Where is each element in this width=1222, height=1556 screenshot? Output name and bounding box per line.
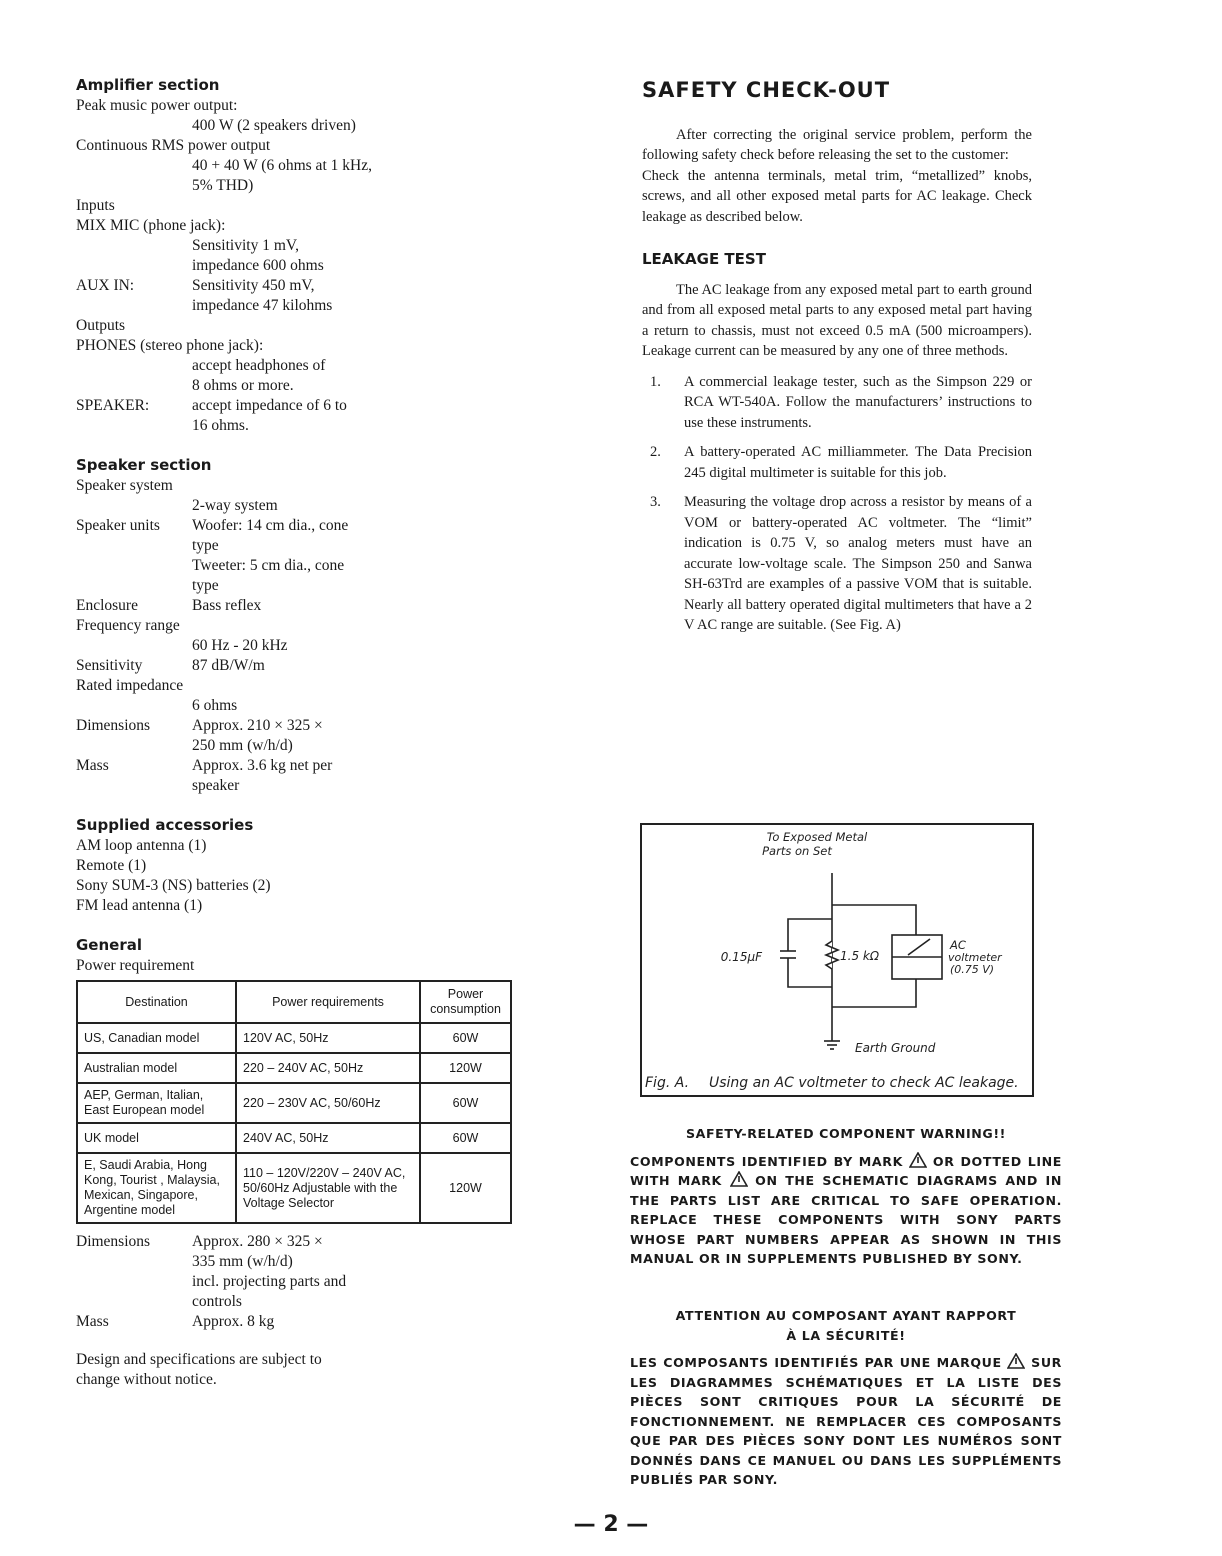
- meter-wire-bottom: [832, 979, 916, 1007]
- set-dimensions-label: Dimensions: [76, 1233, 151, 1250]
- speaker-units-value-1: Woofer: 14 cm dia., cone: [192, 517, 349, 534]
- cap-wire-top: [788, 919, 832, 951]
- table-cell: 60W: [420, 1123, 511, 1153]
- table-cell: 240V AC, 50Hz: [236, 1123, 420, 1153]
- list-item-number: 3.: [650, 494, 661, 510]
- speaker-system-value: 2-way system: [192, 497, 278, 514]
- leakage-text: The AC leakage from any exposed metal part to earth ground and from all exposed metal parts to any exposed metal part having a return to chassis, must not exceed 0.5 mA (500 microampers). Leakage current can be measured by any one of three methods.: [642, 281, 1032, 359]
- speaker-dimensions-value-1: Approx. 210 × 325 ×: [192, 717, 323, 734]
- table-row: [77, 1053, 511, 1083]
- set-mass-row: [76, 1312, 516, 1332]
- figure-top-label-1: To Exposed Metal: [766, 830, 868, 844]
- set-dimensions-value-2: 335 mm (w/h/d): [192, 1253, 293, 1270]
- figure-caption-text: Using an AC voltmeter to check AC leakage.: [709, 1075, 1019, 1091]
- table-cell: 120W: [420, 1153, 511, 1223]
- list-item: [642, 492, 1032, 636]
- figure-a: [640, 823, 1034, 1097]
- general-heading: General: [76, 936, 142, 954]
- rms-value-1: 40 + 40 W (6 ohms at 1 kHz,: [192, 157, 372, 174]
- table-header: Power consumption: [420, 981, 511, 1023]
- capacitor-label: 0.15μF: [720, 950, 762, 964]
- figure-caption-number: Fig. A.: [645, 1075, 690, 1091]
- notice-line-2: change without notice.: [76, 1371, 217, 1388]
- safety-warning-french: [630, 1306, 1062, 1490]
- rms-label: Continuous RMS power output: [76, 137, 271, 154]
- list-item-number: 2.: [650, 444, 661, 460]
- sensitivity-value: 87 dB/W/m: [192, 657, 265, 674]
- set-mass-value: Approx. 8 kg: [192, 1313, 275, 1330]
- table-cell: 110 – 120V/220V – 240V AC, 50/60Hz Adjustable with the Voltage Selector: [236, 1153, 420, 1223]
- frequency-value: 60 Hz - 20 kHz: [192, 637, 288, 654]
- table-cell: E, Saudi Arabia, Hong Kong, Tourist , Malaysia, Mexican, Singapore, Argentine model: [77, 1153, 236, 1223]
- speaker-units-label: Speaker units: [76, 517, 160, 534]
- list-item-text: A commercial leakage tester, such as the Simpson 229 or RCA WT-540A. Follow the manufacturers’ instructions to use these instruments.: [684, 373, 1032, 431]
- speaker-mass-value-2: speaker: [192, 777, 240, 794]
- accessory-item: FM lead antenna (1): [76, 897, 203, 914]
- table-cell: 60W: [420, 1023, 511, 1053]
- table-header: Destination: [77, 981, 236, 1023]
- table-row: [77, 1083, 511, 1123]
- warning-fr-text-a: LES COMPOSANTS IDENTIFIÉS PAR UNE MARQUE: [630, 1355, 1002, 1370]
- page-number: — 2 —: [573, 1512, 649, 1537]
- mic-value-1: Sensitivity 1 mV,: [192, 237, 299, 254]
- set-dimensions-value-3: incl. projecting parts and: [192, 1273, 347, 1290]
- enclosure-label: Enclosure: [76, 597, 138, 614]
- speaker-dimensions-label: Dimensions: [76, 717, 151, 734]
- safety-column: [642, 80, 1032, 645]
- table-cell: 220 – 230V AC, 50/60Hz: [236, 1083, 420, 1123]
- speaker-mass-row: [76, 756, 516, 776]
- speaker-mass-value-1: Approx. 3.6 kg net per: [192, 757, 333, 774]
- speaker-units-value-2: type: [192, 537, 219, 554]
- enclosure-row: [76, 596, 516, 616]
- table-header-row: [77, 981, 511, 1023]
- accessory-item: Remote (1): [76, 857, 147, 874]
- speaker-units-row: [76, 516, 516, 536]
- meter-label-2: voltmeter: [948, 951, 1002, 964]
- phones-value-1: accept headphones of: [192, 357, 326, 374]
- list-item-number: 1.: [650, 373, 661, 390]
- phones-value-2: 8 ohms or more.: [192, 377, 294, 394]
- speaker-dimensions-row: [76, 716, 516, 736]
- table-cell: 120W: [420, 1053, 511, 1083]
- list-item: [642, 372, 1032, 434]
- sensitivity-label: Sensitivity: [76, 657, 143, 674]
- table-row: [77, 1153, 511, 1223]
- impedance-label: Rated impedance: [76, 677, 184, 694]
- cap-wire-bottom: [788, 958, 832, 987]
- speaker-heading: Speaker section: [76, 456, 212, 474]
- rms-value-2: 5% THD): [192, 177, 254, 194]
- speaker-units-value-4: type: [192, 577, 219, 594]
- peak-label: Peak music power output:: [76, 97, 238, 114]
- amplifier-heading: Amplifier section: [76, 76, 220, 94]
- warning-fr-heading-1: ATTENTION AU COMPOSANT AYANT RAPPORT: [675, 1308, 1017, 1323]
- safety-title: SAFETY CHECK-OUT: [642, 78, 891, 102]
- power-requirement-label: Power requirement: [76, 957, 195, 974]
- speaker-out-label: SPEAKER:: [76, 397, 150, 414]
- peak-value: 400 W (2 speakers driven): [192, 117, 356, 134]
- table-cell: AEP, German, Italian, East European model: [77, 1083, 236, 1123]
- caution-triangle-icon: [730, 1171, 748, 1187]
- resistor-label: 1.5 kΩ: [840, 949, 880, 963]
- mic-value-2: impedance 600 ohms: [192, 257, 324, 274]
- aux-row: [76, 276, 516, 296]
- leakage-circuit-diagram: [642, 825, 1032, 1095]
- leakage-heading: LEAKAGE TEST: [642, 250, 766, 268]
- methods-list: [642, 372, 1032, 636]
- frequency-label: Frequency range: [76, 617, 180, 634]
- aux-value-1: Sensitivity 450 mV,: [192, 277, 315, 294]
- warning-text-a: COMPONENTS IDENTIFIED BY MARK: [630, 1153, 903, 1169]
- safety-intro-2: Check the antenna terminals, metal trim, “metallized” knobs, screws, and all other exposed metal parts for AC leakage. Check leakage as described below.: [642, 167, 1032, 225]
- meter-label-3: (0.75 V): [950, 963, 995, 976]
- warning-heading: SAFETY-RELATED COMPONENT WARNING!!: [685, 1126, 1007, 1141]
- table-cell: Australian model: [77, 1053, 236, 1083]
- speaker-dimensions-value-2: 250 mm (w/h/d): [192, 737, 293, 754]
- notice-line-1: Design and specifications are subject to: [76, 1351, 322, 1368]
- outputs-label: Outputs: [76, 317, 126, 334]
- speaker-out-value-2: 16 ohms.: [192, 417, 249, 434]
- speaker-out-row: [76, 396, 516, 416]
- table-header: Power requirements: [236, 981, 420, 1023]
- accessories-heading: Supplied accessories: [76, 816, 254, 834]
- set-dimensions-value-4: controls: [192, 1293, 242, 1310]
- table-row: [77, 1023, 511, 1053]
- table-row: [77, 1123, 511, 1153]
- safety-intro-1: After correcting the original service problem, perform the following safety check before releasing the set to the customer:: [642, 126, 1032, 163]
- safety-warning-english: [630, 1124, 1062, 1269]
- table-cell: UK model: [77, 1123, 236, 1153]
- impedance-value: 6 ohms: [192, 697, 238, 714]
- meter-wire-top: [832, 905, 916, 935]
- ground-label: Earth Ground: [855, 1041, 936, 1055]
- set-dimensions-value-1: Approx. 280 × 325 ×: [192, 1233, 323, 1250]
- aux-value-2: impedance 47 kilohms: [192, 297, 333, 314]
- table-cell: 60W: [420, 1083, 511, 1123]
- warning-text-b: OR DOTTED LINE WITH MARK: [630, 1153, 1062, 1188]
- speaker-mass-label: Mass: [76, 757, 109, 774]
- table-cell: US, Canadian model: [77, 1023, 236, 1053]
- set-mass-label: Mass: [76, 1313, 109, 1330]
- enclosure-value: Bass reflex: [192, 597, 262, 614]
- warning-fr-text-b: SUR LES DIAGRAMMES SCHÉMATIQUES ET LA LISTE DES PIÈCES SONT CRITIQUES POUR LA SÉCURITÉ DE FONCTIONNEMENT. NE REMPLACER CES COMPOSANTS QUE PAR DES PIÈCES SONY DONT LES NUMÉROS SONT DONNÉS DANS CE MANUEL OU DANS LES SUPPLÉMENTS PUBLIÉS PAR SONY.: [630, 1355, 1062, 1487]
- sensitivity-row: [76, 656, 516, 676]
- resistor-symbol: [826, 941, 838, 969]
- speaker-system-label: Speaker system: [76, 477, 173, 494]
- warning-fr-heading-2: À LA SÉCURITÉ!: [786, 1327, 906, 1343]
- accessory-item: AM loop antenna (1): [76, 837, 207, 854]
- aux-label: AUX IN:: [76, 277, 135, 294]
- accessory-item: Sony SUM-3 (NS) batteries (2): [76, 877, 271, 894]
- inputs-label: Inputs: [76, 197, 115, 214]
- warning-text-c: ON THE SCHEMATIC DIAGRAMS AND IN THE PARTS LIST ARE CRITICAL TO SAFE OPERATION. REPLACE THESE COMPONENTS WITH SONY PARTS WHOSE PART NUMBERS APPEAR AS SHOWN IN THIS MANUAL OR IN SUPPLEMENTS PUBLISHED BY SONY.: [630, 1173, 1062, 1266]
- meter-label-1: AC: [950, 938, 966, 952]
- specifications-column: [76, 74, 516, 1390]
- speaker-out-value-1: accept impedance of 6 to: [192, 397, 347, 414]
- list-item-text: A battery-operated AC milliammeter. The Data Precision 245 digital multimeter is suitable for this job.: [684, 444, 1032, 481]
- voltmeter-needle: [908, 939, 930, 955]
- set-dimensions-row: [76, 1232, 516, 1252]
- phones-label: PHONES (stereo phone jack):: [76, 337, 264, 354]
- figure-top-label-2: Parts on Set: [762, 844, 832, 858]
- list-item: [642, 442, 1032, 483]
- caution-triangle-icon: [1007, 1353, 1025, 1369]
- speaker-units-value-3: Tweeter: 5 cm dia., cone: [192, 557, 345, 574]
- list-item-text: Measuring the voltage drop across a resistor by means of a VOM or battery-operated AC voltmeter. The “limit” indication is 0.75 V, so analog meters must have an accurate low-voltage scale. The Simpson 250 and Sanwa SH-63Trd are examples of a passive VOM that is suitable. Nearly all battery operated digital multimeters that have a 2 V AC range are suitable. (See Fig. A): [684, 494, 1032, 633]
- table-cell: 120V AC, 50Hz: [236, 1023, 420, 1053]
- table-cell: 220 – 240V AC, 50Hz: [236, 1053, 420, 1083]
- caution-triangle-icon: [909, 1152, 927, 1168]
- mic-label: MIX MIC (phone jack):: [76, 217, 226, 234]
- power-table: [76, 980, 512, 1224]
